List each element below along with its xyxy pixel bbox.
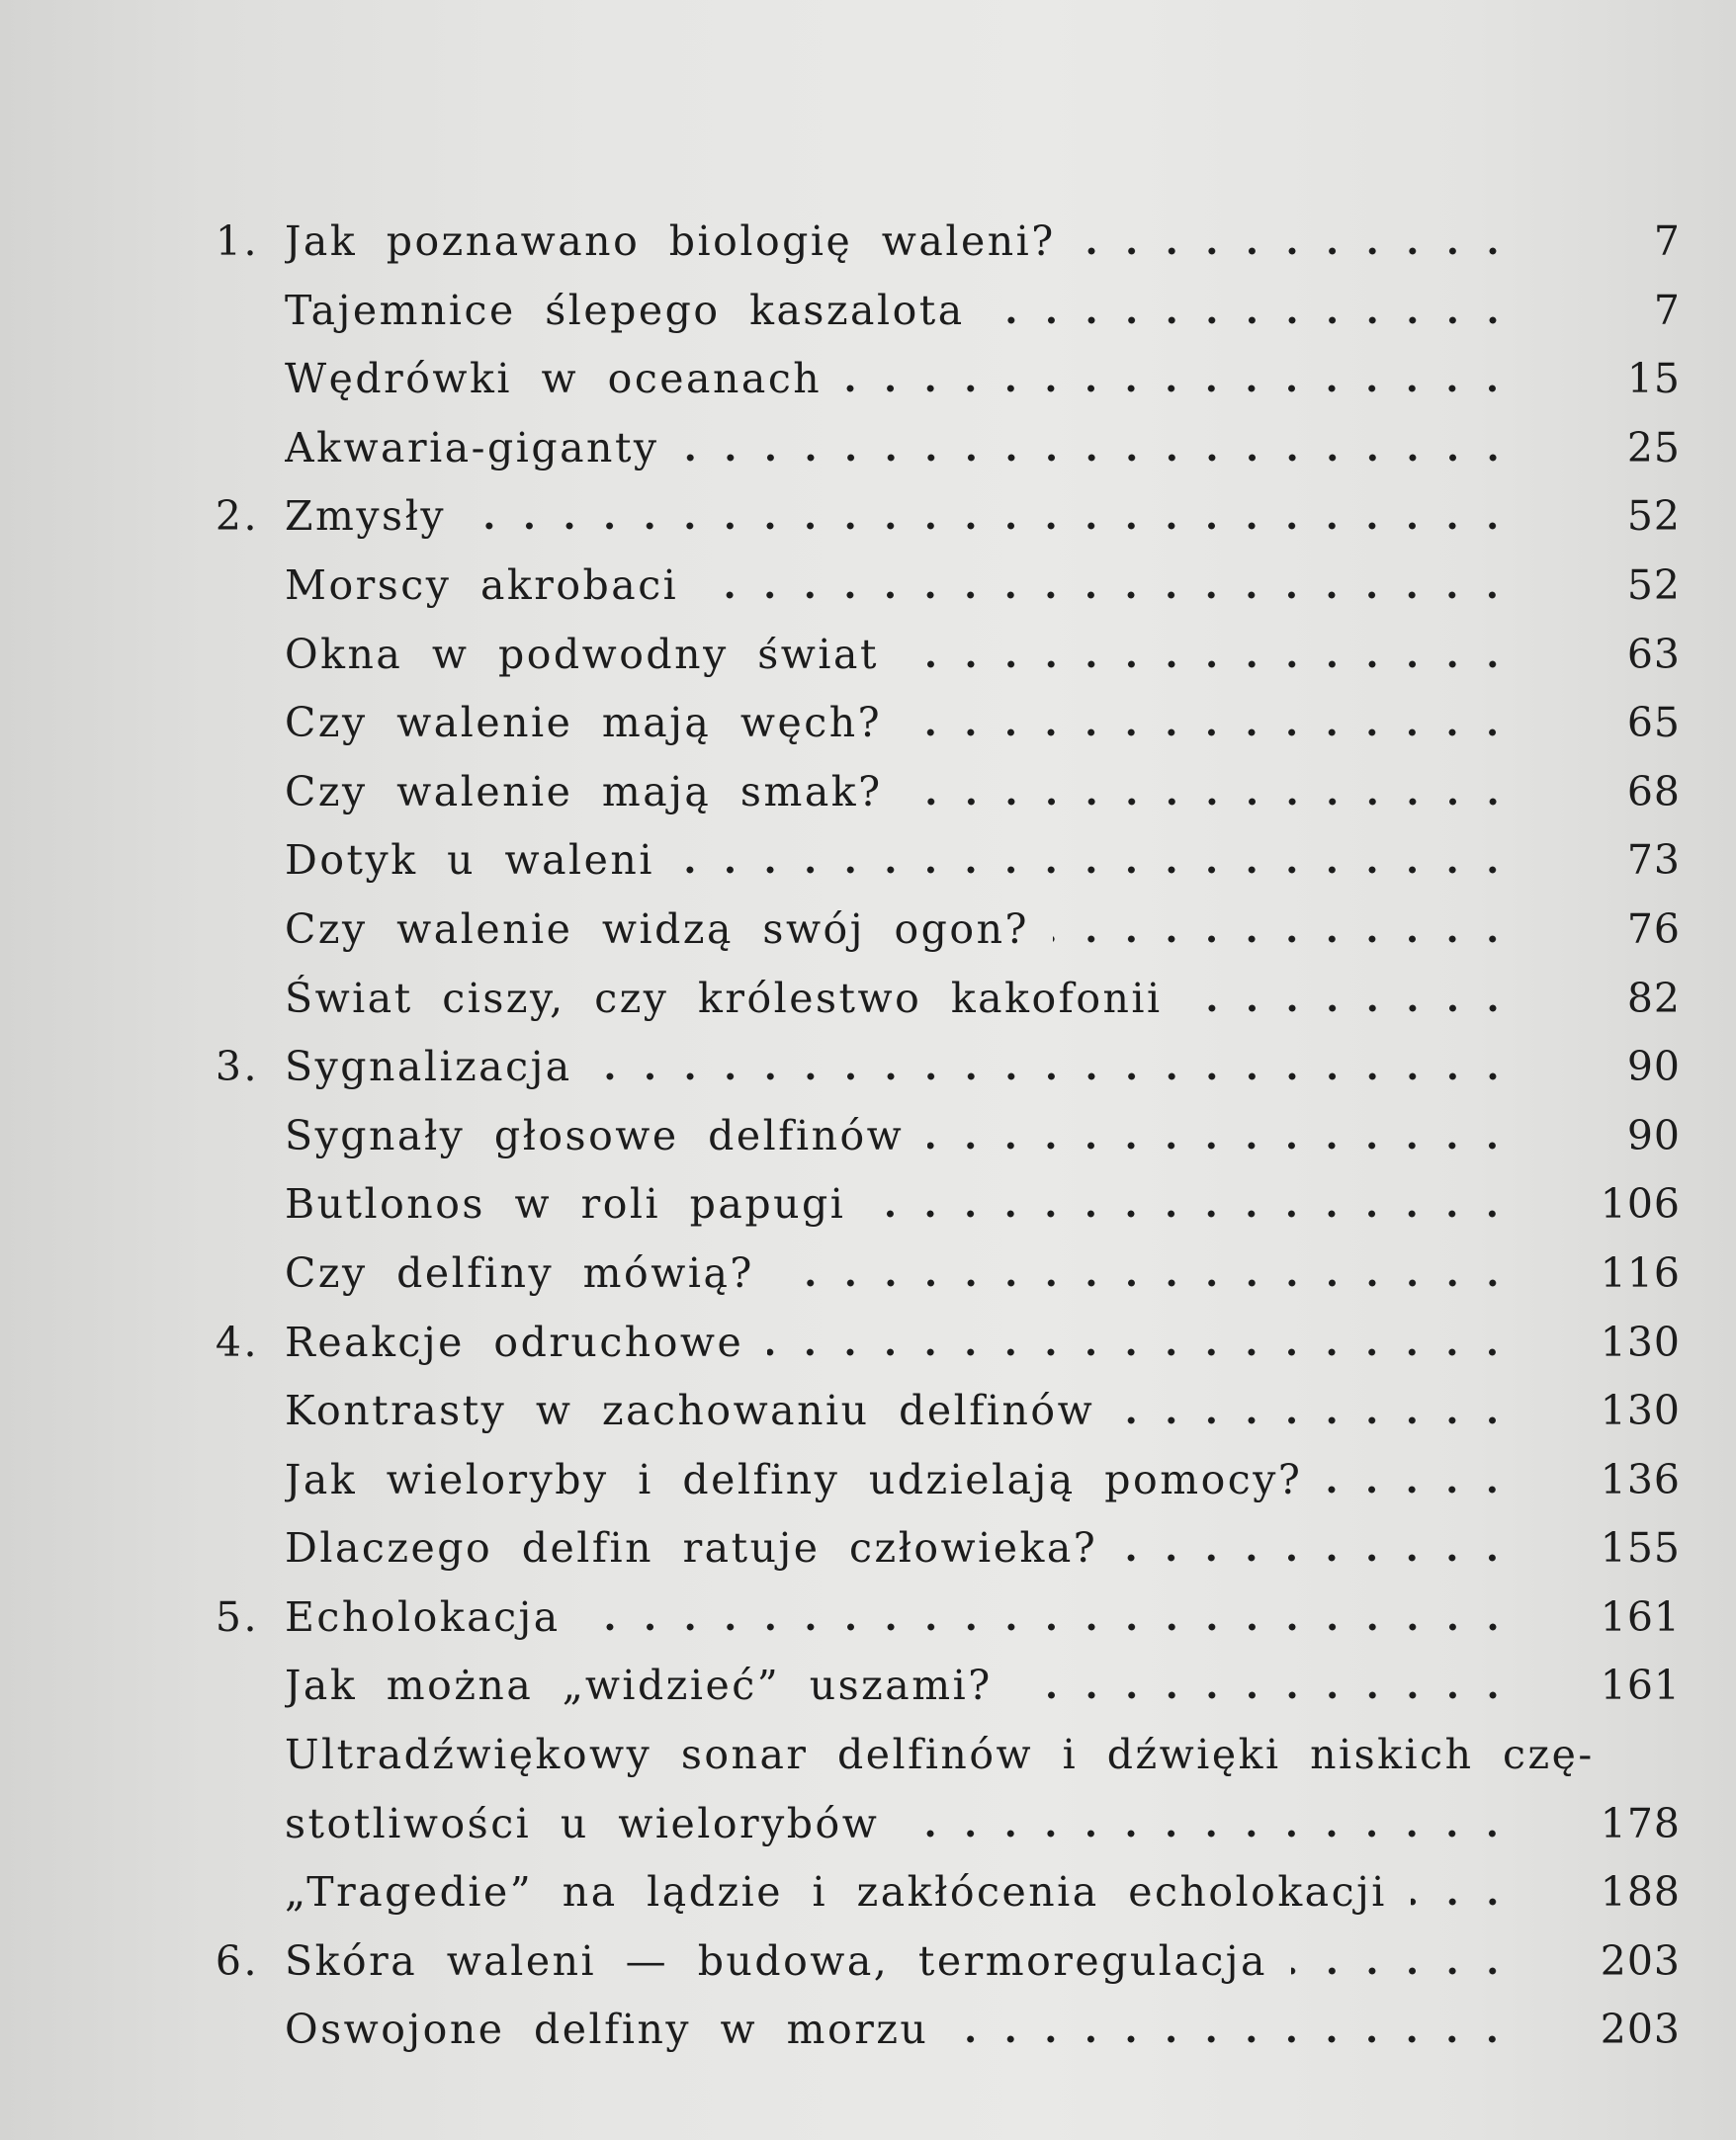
toc-entry-title-text: Akwaria-giganty (285, 423, 659, 471)
dot-leader (470, 522, 1513, 530)
toc-entry-title-text: Reakcje odruchowe (285, 1318, 744, 1366)
dot-leader (1411, 1898, 1513, 1906)
chapter-number: 2. (215, 492, 259, 541)
chapter-number: 4. (215, 1318, 259, 1366)
toc-section-row (198, 1377, 1700, 1446)
dot-leader (927, 1142, 1513, 1150)
toc-entry-title (285, 1868, 1649, 1916)
toc-entry-title-text: Kontrasty w zachowaniu delfinów (285, 1387, 1095, 1435)
dot-leader (683, 454, 1513, 462)
toc-entry-title-text: Świat ciszy, czy królestwo kakofonii (285, 974, 1163, 1022)
toc-entry-title-text: Jak można „widzieć” uszami? (285, 1662, 993, 1710)
toc-chapter-row (198, 208, 1700, 277)
page-number: 52 (1626, 560, 1681, 609)
page-number: 25 (1626, 423, 1681, 471)
page-number: 203 (1600, 2006, 1681, 2054)
toc-section-row (198, 689, 1700, 758)
toc-section-row (198, 896, 1700, 965)
page-number: 7 (1653, 286, 1681, 334)
toc-entry-title (285, 975, 1649, 1022)
toc-section-row (198, 1996, 1700, 2065)
toc-entry-title-text: Okna w podwodny świat (285, 630, 879, 678)
toc-section-row (198, 1652, 1700, 1721)
toc-entry-title-text: Tajemnice ślepego kaszalota (285, 286, 965, 334)
toc-section-row (198, 414, 1700, 483)
toc-section-row (198, 758, 1700, 827)
toc-entry-title-text: Sygnalizacja (285, 1043, 572, 1091)
dot-leader (778, 1279, 1513, 1287)
table-of-contents (198, 208, 1700, 2065)
page-number: 155 (1600, 1524, 1681, 1573)
toc-section-row (198, 552, 1700, 621)
dot-leader (952, 2035, 1513, 2043)
dot-leader (845, 385, 1513, 392)
toc-section-row (198, 1514, 1700, 1584)
toc-entry-title-text: Jak wieloryby i delfiny udzielają pomocy? (285, 1455, 1303, 1503)
dot-leader (1016, 1691, 1513, 1699)
toc-entry-title (285, 1456, 1649, 1503)
toc-entry-title (285, 1937, 1649, 1985)
toc-entry-title-text: Dlaczego delfin ratuje człowieka? (285, 1524, 1098, 1573)
toc-chapter-row (198, 1033, 1700, 1102)
toc-entry-title (285, 768, 1649, 815)
toc-entry-title (285, 1800, 1649, 1847)
toc-entry-title-text: stotliwości u wielorybów (285, 1799, 880, 1847)
dot-leader (584, 1623, 1513, 1631)
toc-section-row (198, 1102, 1700, 1171)
page-number: 161 (1600, 1662, 1681, 1710)
toc-entry-title (285, 355, 1649, 402)
dot-leader (903, 660, 1513, 668)
dot-leader (1326, 1486, 1513, 1494)
toc-entry-title-text: „Tragedie” na lądzie i zakłócenia echolokacji (285, 1868, 1387, 1917)
toc-chapter-row (198, 1584, 1700, 1653)
toc-entry-title (285, 1731, 1649, 1778)
dot-leader (678, 866, 1513, 874)
toc-section-row (198, 621, 1700, 690)
page-number: 161 (1600, 1592, 1681, 1641)
toc-entry-title (285, 1249, 1649, 1297)
toc-section-row (198, 1446, 1700, 1515)
chapter-number: 3. (215, 1043, 259, 1091)
dot-leader (1186, 1004, 1513, 1012)
toc-entry-title-text: Ultradźwiękowy sonar delfinów i dźwięki niskich czę- (285, 1731, 1595, 1779)
toc-chapter-row (198, 482, 1700, 552)
page-number: 136 (1600, 1455, 1681, 1503)
toc-section-row (198, 1170, 1700, 1240)
dot-leader (907, 798, 1513, 806)
chapter-number: 5. (215, 1592, 259, 1641)
toc-entry-title-text: Jak poznawano biologię waleni? (285, 217, 1056, 265)
dot-leader (1118, 1416, 1513, 1424)
dot-leader (906, 728, 1513, 736)
toc-entry-title (285, 561, 1649, 609)
toc-entry-title (285, 1524, 1649, 1572)
dot-leader (869, 1210, 1513, 1218)
toc-entry-title (285, 1043, 1649, 1090)
toc-entry-title-text: Oswojone delfiny w morzu (285, 2006, 929, 2054)
dot-leader (702, 591, 1513, 599)
page-number: 130 (1600, 1318, 1681, 1366)
page-number: 76 (1626, 904, 1681, 953)
chapter-number: 1. (215, 217, 259, 265)
page-number: 106 (1600, 1180, 1681, 1229)
toc-entry-title-text: Butlonos w roli papugi (285, 1180, 846, 1229)
toc-entry-title (285, 217, 1649, 265)
toc-entry-title (285, 1593, 1649, 1641)
dot-leader (1121, 1554, 1513, 1562)
page-number: 188 (1600, 1868, 1681, 1917)
toc-section-row (198, 1240, 1700, 1309)
toc-section-row (198, 277, 1700, 346)
page-number: 63 (1626, 630, 1681, 678)
toc-entry-title-text: Czy walenie mają smak? (285, 767, 883, 815)
toc-section-row (198, 345, 1700, 414)
toc-entry-title (285, 287, 1649, 334)
toc-entry-title (285, 836, 1649, 884)
toc-entry-title (285, 1387, 1649, 1434)
dot-leader (1080, 247, 1513, 255)
toc-entry-title-text: Sygnały głosowe delfinów (285, 1111, 905, 1159)
dot-leader (596, 1072, 1513, 1080)
toc-entry-title-text: Skóra waleni — budowa, termoregulacja (285, 1936, 1267, 1985)
toc-entry-title (285, 1112, 1649, 1159)
page-number: 130 (1600, 1387, 1681, 1435)
toc-entry-title (285, 905, 1649, 953)
page-number: 82 (1626, 974, 1681, 1022)
page-number: 68 (1626, 767, 1681, 815)
toc-section-row (198, 965, 1700, 1034)
page-number: 73 (1626, 836, 1681, 885)
toc-chapter-row (198, 1309, 1700, 1378)
toc-entry-title-text: Czy walenie widzą swój ogon? (285, 904, 1029, 953)
page-number: 203 (1600, 1936, 1681, 1985)
page-number: 7 (1653, 217, 1681, 265)
toc-entry-title (285, 492, 1649, 540)
page-number: 15 (1626, 355, 1681, 403)
toc-entry-title-text: Dotyk u waleni (285, 836, 654, 885)
toc-entry-title-text: Morscy akrobaci (285, 560, 679, 609)
page-number: 116 (1600, 1248, 1681, 1297)
toc-entry-title-text: Czy walenie mają węch? (285, 699, 883, 747)
page-number: 178 (1600, 1799, 1681, 1847)
page-number: 52 (1626, 492, 1681, 541)
toc-entry-title-text: Czy delfiny mówią? (285, 1248, 754, 1297)
toc-entry-title (285, 2006, 1649, 2053)
toc-entry-title (285, 424, 1649, 471)
toc-chapter-row (198, 1927, 1700, 1997)
page-number: 90 (1626, 1043, 1681, 1091)
toc-entry-title (285, 699, 1649, 746)
toc-section-row (198, 826, 1700, 896)
dot-leader (1053, 935, 1513, 943)
dot-leader (989, 316, 1513, 324)
dot-leader (767, 1348, 1513, 1356)
toc-entry-title (285, 1662, 1649, 1709)
toc-entry-title (285, 631, 1649, 678)
toc-section-row (198, 1790, 1700, 1859)
toc-section-row (198, 1721, 1700, 1790)
toc-entry-title (285, 1180, 1649, 1228)
page-number: 65 (1626, 699, 1681, 747)
dot-leader (1291, 1967, 1513, 1975)
toc-section-row (198, 1858, 1700, 1927)
dot-leader (903, 1830, 1513, 1838)
toc-entry-title-text: Echolokacja (285, 1592, 561, 1641)
page-number: 90 (1626, 1111, 1681, 1159)
toc-entry-title-text: Zmysły (285, 492, 447, 541)
toc-entry-title (285, 1319, 1649, 1366)
toc-entry-title-text: Wędrówki w oceanach (285, 355, 823, 403)
chapter-number: 6. (215, 1936, 259, 1985)
